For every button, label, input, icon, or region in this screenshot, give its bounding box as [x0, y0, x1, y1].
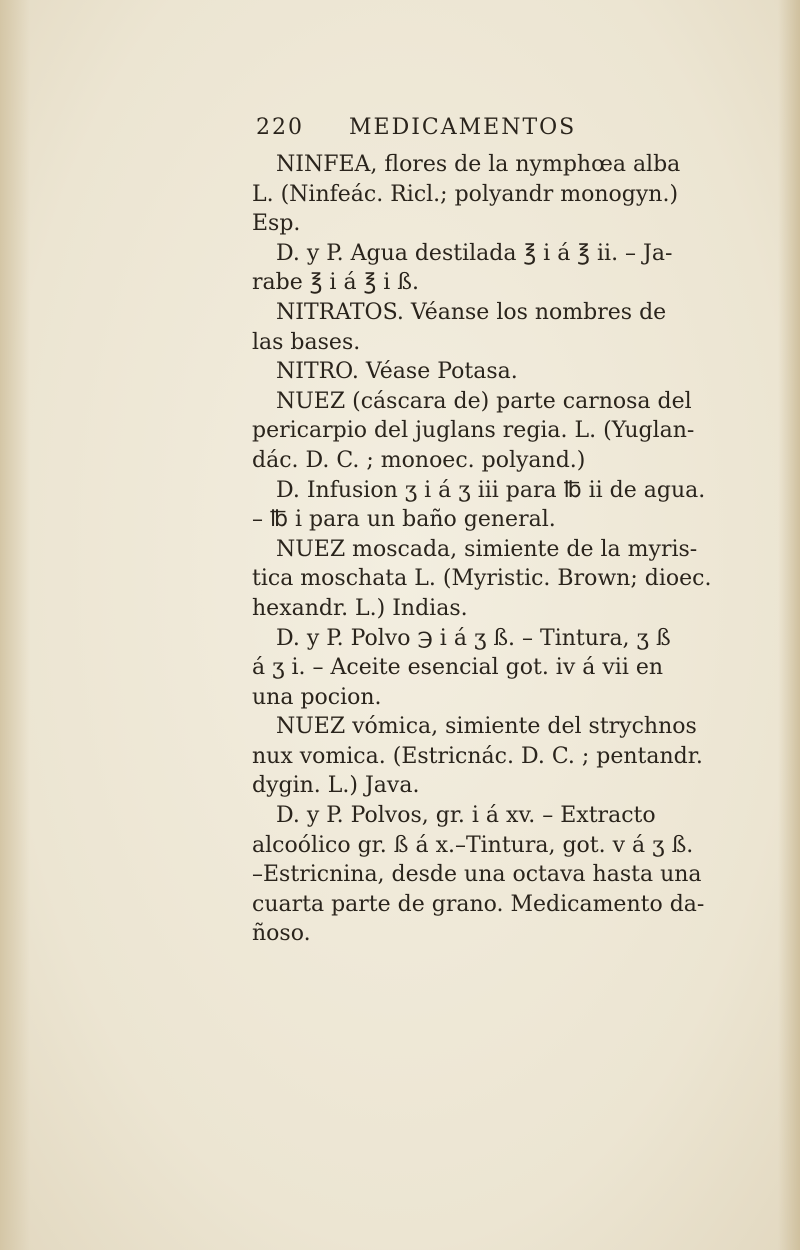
entry-line: D. Infusion ʒ i á ʒ iii para ℔ ii de agua.: [276, 477, 706, 503]
entry-line: NUEZ (cáscara de) parte carnosa del: [276, 388, 692, 414]
entry-line: las bases.: [252, 329, 361, 355]
entry-line: NUEZ vómica, simiente del strychnos: [276, 714, 697, 740]
entry-line: rabe ℥ i á ℥ i ß.: [252, 270, 419, 296]
entry-line: alcoólico gr. ß á x.–Tintura, got. v á ʒ ß.: [252, 832, 694, 858]
entry-line: Esp.: [252, 211, 301, 237]
entry-line: cuarta parte de grano. Medicamento da-: [252, 891, 705, 917]
dictionary-entries: [252, 150, 787, 949]
entry-line: nux vomica. (Estricnác. D. C. ; pentandr.: [252, 743, 703, 769]
entry-line: hexandr. L.) Indias.: [252, 595, 468, 621]
entry-nitratos: [252, 298, 787, 357]
entry-line: D. y P. Polvos, gr. i á xv. – Extracto: [276, 803, 656, 829]
entry-line: L. (Ninfeác. Ricl.; polyandr monogyn.): [252, 181, 679, 207]
entry-line: á ʒ i. – Aceite esencial got. iv á vii en: [252, 655, 664, 681]
running-header: [256, 115, 576, 140]
entry-line: –Estricnina, desde una octava hasta una: [252, 862, 702, 888]
page-number: 220: [256, 115, 304, 140]
entry-line: NITRATOS. Véanse los nombres de: [276, 299, 667, 325]
entry-line: NITRO. Véase Potasa.: [276, 359, 518, 385]
entry-nitro: [252, 357, 787, 387]
entry-line: una pocion.: [252, 684, 382, 710]
entry-nuez-vomica: [252, 712, 787, 949]
entry-line: D. y P. Polvo ℈ i á ʒ ß. – Tintura, ʒ ß: [276, 625, 671, 651]
entry-line: D. y P. Agua destilada ℥ i á ℥ ii. – Ja-: [276, 240, 673, 266]
page-edge-shadow-left: [0, 0, 30, 1250]
entry-nuez-moscada: [252, 535, 787, 713]
entry-line: dác. D. C. ; monoec. polyand.): [252, 447, 586, 473]
entry-line: ñoso.: [252, 921, 311, 947]
entry-ninfea: [252, 150, 787, 298]
entry-line: NINFEA, flores de la nymphœa alba: [276, 152, 681, 177]
entry-line: tica moschata L. (Myristic. Brown; dioec.: [252, 566, 712, 592]
running-title: MEDICAMENTOS: [349, 115, 577, 140]
entry-nuez-cascara: [252, 387, 787, 535]
entry-line: pericarpio del juglans regia. L. (Yuglan-: [252, 418, 695, 444]
entry-line: NUEZ moscada, simiente de la myris-: [276, 536, 698, 562]
entry-line: dygin. L.) Java.: [252, 773, 420, 799]
entry-line: – ℔ i para un baño general.: [252, 507, 556, 533]
